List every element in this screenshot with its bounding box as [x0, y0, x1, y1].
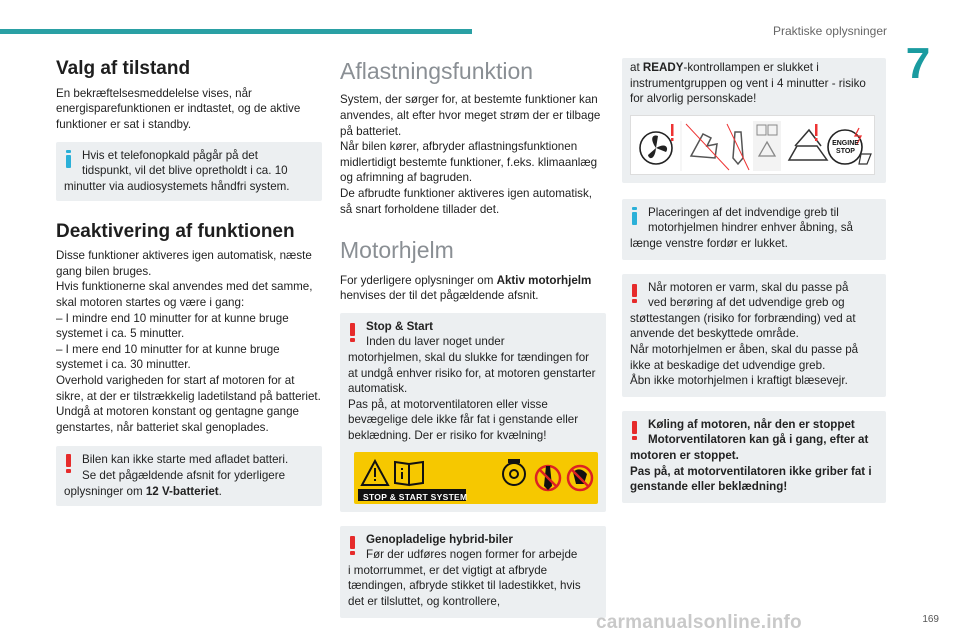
warning-box-koling — [622, 411, 886, 503]
warning-box-text: Se det pågældende afsnit for yderligere oplysninger om 12 V-batteriet. — [64, 468, 286, 498]
warning-box-varm-motor — [622, 274, 886, 397]
heading-valg-af-tilstand: Valg af tilstand — [56, 58, 191, 79]
header-accent-bar — [0, 29, 472, 34]
manual-warning-icon — [753, 121, 781, 171]
warning-text: Når motorhjelmen er åben, skal du passe på ikke at beskadige det udvendige greb. — [630, 342, 859, 372]
warning-text-continued: at READY-kontrollampen er slukket i instrumentgruppen og vent i 4 minutter - risiko for alvorlig personskade! — [630, 61, 866, 106]
info-box-line: Hvis et telefonopkald pågår på det — [82, 148, 258, 162]
warning-text: Motorventilatoren kan gå i gang, efter at motoren er stoppet. Pas på, at motorventilatoren ikke griber fat i genstande eller beklædning! — [630, 433, 872, 494]
heading-aflastningsfunktion: Aflastningsfunktion — [340, 58, 534, 84]
info-box-telefon — [56, 142, 322, 202]
warning-box-line: Bilen kan ikke starte med afladet batteri. — [82, 453, 289, 467]
warning-text: Åbn ikke motorhjelmen i kraftigt blæsevejr. — [630, 374, 848, 388]
link-12v-batteriet: 12 V-batteriet — [145, 484, 219, 498]
watermark: carmanualsonline.info — [596, 612, 802, 633]
warning-box-stop-start — [340, 313, 606, 512]
warning-line: Når motoren er varm, skal du passe på — [648, 280, 849, 294]
no-hair-icon — [568, 466, 592, 490]
warning-text: i motorrummet, er det vigtigt at afbryde tændingen, afbryde stikket til ladestikket, hvis det er tilsluttet, og kontrollere, — [348, 563, 581, 608]
warning-text: motorhjelmen, skal du slukke for tændingen for at undgå enhver risiko for, at motoren genstarter automatisk. Pas på, at motorventilatoren eller visse bevægelige dele ikke får fat i genstande eller beklædning. Der er risiko for kvælning! — [348, 351, 596, 442]
warning-icon — [350, 323, 355, 342]
no-tie-small-icon — [727, 124, 749, 170]
warning-icon — [632, 284, 637, 303]
column-1 — [56, 58, 322, 506]
manual-book-icon — [395, 462, 423, 485]
warning-title: Stop & Start — [366, 319, 433, 333]
chapter-number: 7 — [905, 39, 931, 88]
stop-start-system-label: STOP & START SYSTEM — [363, 491, 468, 502]
warning-icon — [66, 454, 71, 473]
heading-deaktivering: Deaktivering af funktionen — [56, 221, 295, 243]
warning-box-hybrid — [340, 526, 606, 618]
info-box-line: Placeringen af det indvendige greb til — [648, 205, 839, 219]
section-title: Praktiske oplysninger — [772, 24, 887, 38]
warning-triangle-icon — [362, 461, 388, 485]
info-icon — [632, 207, 637, 225]
paragraph-deaktivering: Disse funktioner aktiveres igen automatisk, næste gang bilen bruges. Hvis funktionerne skal anvendes med det samme, skal motoren startes og være i gang: – I mindre end 10 minutter for at kunne bruge systemet i ca. 5 minutter. – I mere end 10 minutter for at kunne bruge systemet i ca. 30 minutter. Overhold varigheden for start af motoren for at sikre, at der er tilstrækkelig ladetilstand på batteriet. Undgå at motoren konstant og gentagne gange genstartes, når batteriet skal genoplades. — [56, 249, 321, 434]
warning-text: ved berøring af det udvendige greb og støttestangen (risiko for forbrænding) ved at anvende det beskyttede område. — [630, 296, 856, 341]
paragraph-aflastning: System, der sørger for, at bestemte funktioner kan anvendes, alt efter hvor meget strøm der er tilbage på batteriet. Når bilen kører, afbryder aflastningsfunktionen midlertidigt bestemte funktioner, f.eks. klimaanlæg og afrimning af bagruden. De afbrudte funktioner aktiveres igen automatisk, så snart forholdene tillader det. — [340, 93, 601, 216]
no-tie-icon — [536, 466, 560, 490]
heading-motorhjelm: Motorhjelm — [340, 237, 454, 264]
fan-icon — [640, 124, 674, 164]
warning-box-continued — [622, 58, 886, 183]
warning-box-batteri — [56, 446, 322, 506]
warning-title: Genopladelige hybrid-biler — [366, 532, 513, 546]
info-icon — [66, 150, 71, 168]
paragraph-valg: En bekræftelsesmeddelelse vises, når energisparefunktionen er indtastet, og de aktive funktioner er sat i standby. — [56, 86, 301, 132]
ready-indicator-label: READY — [642, 61, 684, 74]
engine-stop-label: ENGINE STOP — [832, 139, 859, 155]
warning-line: Inden du laver noget under — [366, 335, 505, 349]
hybrid-pictograms — [630, 115, 875, 175]
no-hand-icon — [686, 124, 729, 170]
open-hood-warning-icon — [789, 124, 827, 160]
warning-icon — [632, 421, 637, 440]
warning-icon — [350, 536, 355, 555]
stop-start-warning-label — [354, 452, 598, 504]
warning-title: Køling af motoren, når den er stoppet — [648, 417, 855, 431]
column-2 — [340, 58, 606, 618]
warning-line: Før der udføres nogen former for arbejde — [366, 548, 578, 562]
paragraph-motorhjelm: For yderligere oplysninger om Aktiv motorhjelm henvises der til det pågældende afsnit. — [340, 273, 592, 303]
page-number: 169 — [922, 614, 939, 625]
info-box-text: motorhjelmen hindrer enhver åbning, så længe venstre fordør er lukket. — [630, 221, 853, 250]
fan-belt-icon — [503, 459, 525, 485]
info-box-greb — [622, 199, 886, 260]
info-box-text: tidspunkt, vil det blive opretholdt i ca. 10 minutter via audiosystemets håndfri system. — [64, 164, 290, 193]
column-3 — [622, 58, 886, 503]
